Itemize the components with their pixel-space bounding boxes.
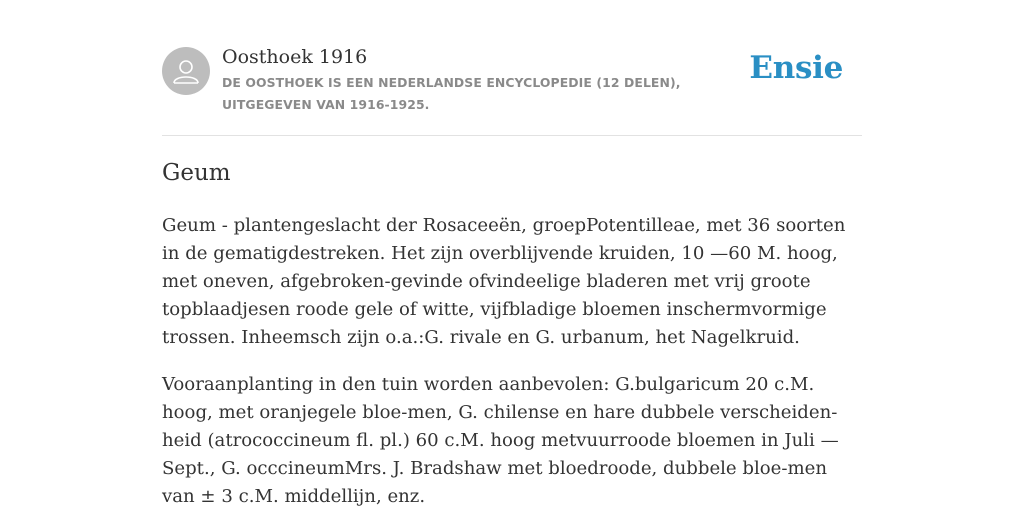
entry-paragraph: Vooraanplanting in den tuin worden aanbevolen: G.bulgaricum 20 c.M. hoog, met oranjegele bloe-men, G. chilense en hare dubbele verscheiden-heid (atrococcineum fl. pl.) 60 c.M. hoog metvuurroode bloemen in Juli —Sept., G. occcineumMrs. J. Bradshaw met bloedroode, dubbele bloe-men van ± 3 c.M. middellijn, enz. [162,374,839,507]
entry-paragraph: Geum - plantengeslacht der Rosaceeën, groepPotentilleae, met 36 soorten in de gematigdestreken. Het zijn overblijvende kruiden, 10 —60 M. hoog, met oneven, afgebroken-gevinde ofvindeelige bladeren met vrij groote topblaadjesen roode gele of witte, vijfbladige bloemen inschermvormige trossen. Inheemsch zijn o.a.:G. rivale en G. urbanum, het Nagelkruid. [162,215,846,348]
page-container [162,0,862,507]
avatar[interactable] [162,47,210,95]
source-title[interactable]: Oosthoek 1916 [222,46,368,68]
source-description: DE OOSTHOEK IS EEN NEDERLANDSE ENCYCLOPEDIE (12 DELEN), UITGEGEVEN VAN 1916-1925. [222,75,681,112]
source-header [162,0,862,136]
entry-title: Geum [162,160,231,186]
user-icon [162,47,210,95]
entry-body [162,212,862,512]
brand-logo[interactable]: Ensie [749,50,843,86]
